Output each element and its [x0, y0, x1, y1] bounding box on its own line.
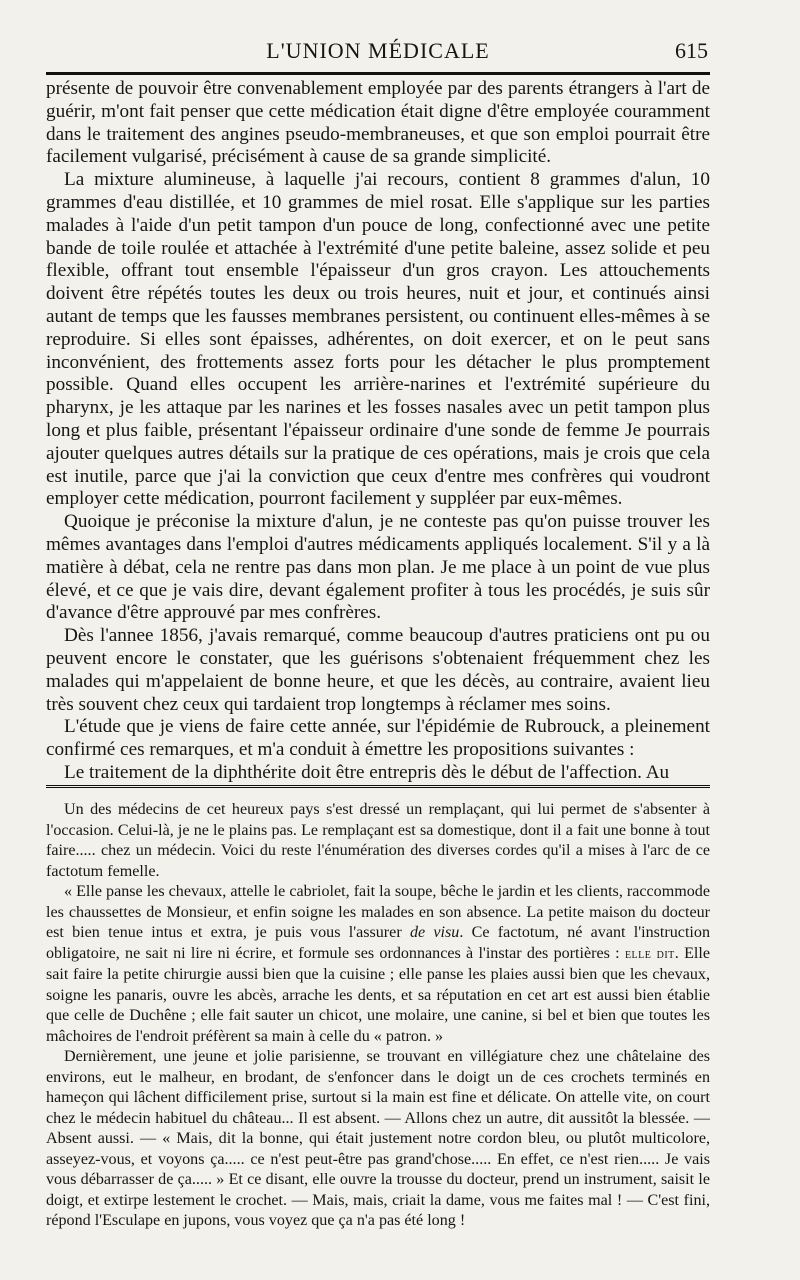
paragraph: La mixture alumineuse, à laquelle j'ai recours, contient 8 grammes d'alun, 10 grammes d'eau distillée, et 10 grammes de miel rosat. Elle s'applique sur les parties malades à l'aide d'un petit tampon d'un pouce de long, confectionné avec une petite bande de toile roulée et attachée à l'extrémité d'une petite baleine, assez solide et peu flexible, offrant tout ensemble l'épaisseur d'un gros crayon. Les attouchements doivent être répétés toutes les deux ou trois heures, nuit et jour, et continués ainsi autant de temps que les fausses membranes persistent, ou continuent elles-mêmes à se reproduire. Si elles sont épaisses, adhérentes, on doit exercer, et on le peut sans inconvénient, des frottements assez forts pour les détacher le plus promptement possible. Quand elles occupent les arrière-narines et l'extrémité supérieure du pharynx, je les attaque par les narines et les fosses nasales avec un petit tampon plus long et plus faible, présentant l'épaisseur ordinaire d'une sonde de femme Je pourrais ajouter quelques autres détails sur la pratique de ces opérations, mais je crois que cela est inutile, parce que j'ai la conviction que ceux d'entre mes confrères qui voudront employer cette médication, pourront facilement y suppléer par eux-mêmes. — [46, 169, 710, 510]
footnote-paragraph: Un des médecins de cet heureux pays s'est dressé un remplaçant, qui lui permet de s'absenter à l'occasion. Celui-là, je ne le plains pas. Le remplaçant est sa domestique, dont il a fait une bonne à tout faire..... chez un médecin. Voici du reste l'énumération des diverses cordes qu'il a mises à l'arc de ce factotum femelle. — [46, 801, 710, 880]
footnote-rule — [46, 785, 710, 788]
page-number: 615 — [675, 38, 708, 63]
footnote-text: . Elle sait faire la petite chirurgie aussi bien que la cuisine ; elle panse les plaies aussi bien que les chevaux, soigne les panaris, ouvre les abcès, arrache les dents, et sa réputation en cet art est aussi bien établie que celle de Duchêne ; elle fait sauter un chicot, une molaire, une canine, si bel et bien que toutes les mâchoires de l'endroit préfèrent sa main à celle du « patron. » — [46, 944, 711, 1045]
footnote-text: . Ce factotum, né avant l'instruction obligatoire, ne sait ni lire ni écrire, et formule ses ordonnances à l'instar des portières : — [46, 924, 710, 962]
main-text — [46, 78, 710, 785]
paragraph: Le traitement de la diphthérite doit être entrepris dès le début de l'affection. Au — [64, 761, 670, 783]
footnote-paragraph — [46, 882, 710, 1047]
paragraph: présente de pouvoir être convenablement employée par des parents étrangers à l'art de guérir, m'ont fait penser que cette médication était digne d'être employée couramment dans le traitement des angines pseudo-membraneuses, et que son emploi pourrait être facilement vulgarisé, précisément à cause de sa grande simplicité. — [46, 78, 710, 168]
paragraph: L'étude que je viens de faire cette année, sur l'épidémie de Rubrouck, a pleinement confirmé ces remarques, et m'a conduit à émettre les propositions suivantes : — [46, 716, 710, 761]
footnote-italic: de visu — [409, 924, 460, 941]
footnote-paragraph: Dernièrement, une jeune et jolie parisienne, se trouvant en villégiature chez une châtelaine des environs, eut le malheur, en brodant, de s'enfoncer dans le doigt un de ces crochets terminés en hameçon qui lâchent difficilement prise, surtout si la main est fine et délicate. On attelle vite, on court chez le médecin habituel du château... Il est absent. — Allons chez un autre, dit aussitôt la blessée. — Absent aussi. — « Mais, dit la bonne, qui était justement notre cordon bleu, ou plutôt multicolore, asseyez-vous, et voyons ça..... ce n'est peut-être pas grand'chose..... En effet, ce n'est rien..... Je vais vous débarrasser de ça..... » Et ce disant, elle ouvre la trousse du docteur, prend un instrument, saisit le doigt, et extirpe lestement le crochet. — Mais, mais, criait la dame, vous me faites mal ! — C'est fini, répond l'Esculape en jupons, vous voyez que ça n'a pas été long ! — [46, 1048, 710, 1229]
running-title: L'UNION MÉDICALE — [266, 38, 490, 63]
page-header — [48, 38, 708, 68]
paragraph: Dès l'annee 1856, j'avais remarqué, comme beaucoup d'autres praticiens ont pu ou peuvent encore le constater, que les guérisons s'obtenaient fréquemment chez les malades qui m'appelaient de bonne heure, et que les décès, au contraire, avaient lieu très souvent chez ceux qui tardaient trop longtemps à réclamer mes soins. — [46, 625, 710, 715]
footnote-small-caps: elle dit — [624, 946, 675, 962]
footnote-text: « Elle panse les chevaux, attelle le cabriolet, fait la soupe, bêche le jardin et les clients, raccommode les chaussettes de Monsieur, et enfin soigne les malades en son absence. La petite maison du docteur est bien tenue intus et extra, je puis vous l'assurer — [46, 883, 710, 941]
footnote — [46, 800, 710, 1232]
header-rule — [46, 72, 710, 75]
paragraph: Quoique je préconise la mixture d'alun, je ne conteste pas qu'on puisse trouver les mêmes avantages dans l'emploi d'autres médicaments appliqués localement. S'il y a là matière à débat, cela ne rentre pas dans mon plan. Je me place à un point de vue plus élevé, et ce que je vais dire, devant également profiter à tous les procédés, je suis sûr d'avance d'être approuvé par mes confrères. — [46, 511, 710, 624]
